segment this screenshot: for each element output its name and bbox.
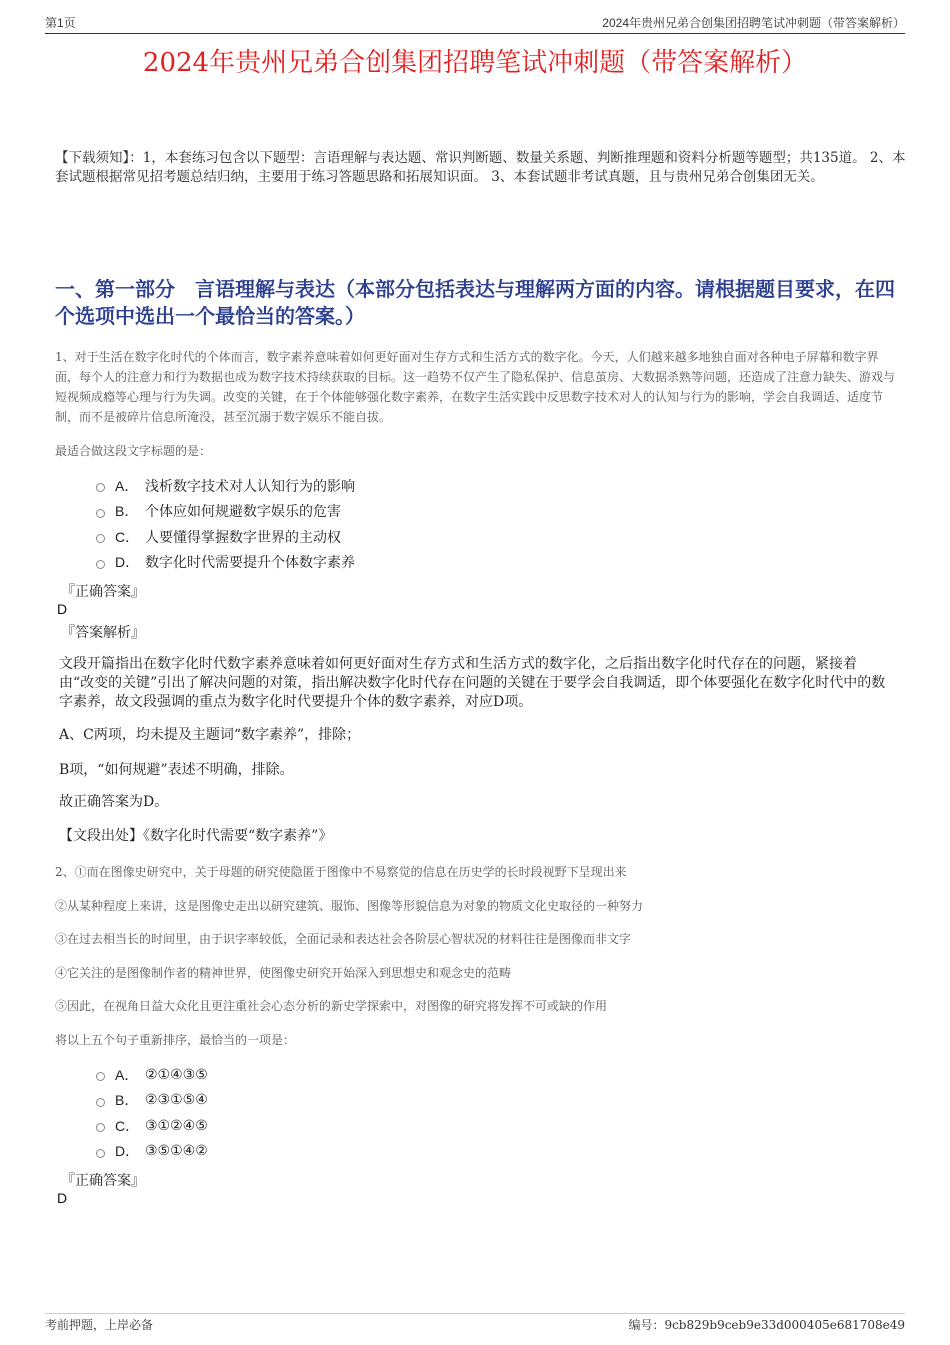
q1-prompt: 最适合做这段文字标题的是： (55, 444, 212, 458)
option-text: ③①②④⑤ (145, 1117, 208, 1134)
option-key: A． (115, 1066, 139, 1083)
option-key: D． (115, 1143, 140, 1160)
option-key: C． (115, 528, 140, 545)
q2-sentence-5: ⑤因此，在视角日益大众化且更注重社会心态分析的新史学探索中，对图像的研究将发挥不可或缺的作用 (55, 999, 608, 1013)
q1-option-d[interactable] (96, 550, 696, 576)
option-text: ②③①⑤④ (145, 1092, 208, 1109)
option-key: D． (115, 554, 140, 571)
q1-analysis-b: B项，“如何规避”表述不明确，排除。 (59, 762, 294, 778)
q1-analysis-conclusion: 故正确答案为D。 (59, 794, 169, 810)
q2-option-d[interactable] (96, 1139, 696, 1165)
radio-icon[interactable] (96, 1098, 105, 1107)
footer-slogan: 考前押题，上岸必备 (45, 1318, 154, 1332)
radio-icon[interactable] (96, 534, 105, 543)
q1-analysis-source: 【文段出处】《数字化时代需要“数字素养”》 (59, 828, 333, 844)
radio-icon[interactable] (96, 483, 105, 492)
q1-option-c[interactable] (96, 524, 696, 550)
radio-icon[interactable] (96, 1072, 105, 1081)
q2-answer: D (57, 1190, 68, 1206)
q1-option-b[interactable] (96, 499, 696, 525)
radio-icon[interactable] (96, 560, 105, 569)
q2-sentence-3: ③在过去相当长的时间里，由于识字率较低，全面记录和表达社会各阶层心智状况的材料往往是图像而非文字 (55, 932, 632, 946)
radio-icon[interactable] (96, 1123, 105, 1132)
q1-stem: 1、对于生活在数字化时代的个体而言，数字素养意味着如何更好面对生存方式和生活方式的数字化。今天，人们越来越多地独自面对各种电子屏幕和数字界面，每个人的注意力和行为数据也成为数字技术持续获取的目标。这一趋势不仅产生了隐私保护、信息茧房、大数据杀熟等问题，还造成了注意力缺失、游戏与短视频成瘾等心理与行为失调。改变的关键，在于个体能够强化数字素养，在数字生活实践中反思数字技术对人的认知与行为的影响，学会自我调适、适度节制，而不是被碎片信息所淹没，甚至沉溺于数字娱乐不能自拔。 (55, 350, 896, 424)
q2-option-a[interactable] (96, 1062, 696, 1088)
option-key: C． (115, 1117, 140, 1134)
option-key: B． (115, 1092, 139, 1109)
q2-prompt: 将以上五个句子重新排序，最恰当的一项是： (55, 1033, 296, 1047)
q1-analysis-main: 文段开篇指出在数字化时代数字素养意味着如何更好面对生存方式和生活方式的数字化，之后指出数字化时代存在的问题，紧接着由“改变的关键”引出了解决问题的对策，指出解决数字化时代存在问题的关键在于要学会自我调适，即个体要强化在数字化时代中的数字素养，故文段强调的重点为数字化时代要提升个体的数字素养，对应D项。 (59, 656, 886, 710)
section-heading: 一、第一部分 言语理解与表达（本部分包括表达与理解两方面的内容。请根据题目要求，在四个选项中选出一个最恰当的答案。） (55, 277, 895, 328)
q2-option-c[interactable] (96, 1113, 696, 1139)
option-key: A． (115, 477, 139, 494)
option-text: 人要懂得掌握数字世界的主动权 (145, 529, 341, 546)
radio-icon[interactable] (96, 1149, 105, 1158)
q2-option-b[interactable] (96, 1088, 696, 1114)
page-number: 第1页 (45, 16, 76, 30)
q2-sentence-2: ②从某种程度上来讲，这是图像史走出以研究建筑、服饰、图像等形貌信息为对象的物质文化史取径的一种努力 (55, 899, 644, 913)
footer-serial: 编号：9cb829b9ceb9e33d000405e681708e49 (628, 1318, 905, 1332)
header-doc-title: 2024年贵州兄弟合创集团招聘笔试冲刺题（带答案解析） (602, 16, 905, 30)
option-text: ③⑤①④② (145, 1143, 208, 1160)
option-key: B． (115, 503, 139, 520)
option-text: 浅析数字技术对人认知行为的影响 (145, 478, 355, 495)
option-text: 个体应如何规避数字娱乐的危害 (145, 504, 341, 521)
radio-icon[interactable] (96, 509, 105, 518)
q1-answer: D (57, 601, 68, 617)
q1-analysis-ac: A、C两项，均未提及主题词“数字素养”，排除； (59, 727, 361, 743)
q1-answer-label: 『正确答案』 (61, 584, 145, 600)
q2-options (96, 1062, 696, 1164)
option-text: ②①④③⑤ (145, 1066, 208, 1083)
q1-options (96, 473, 696, 575)
q2-sentence-4: ④它关注的是图像制作者的精神世界，使图像史研究开始深入到思想史和观念史的范畴 (55, 966, 512, 980)
q1-option-a[interactable] (96, 473, 696, 499)
page-footer (45, 1313, 905, 1332)
document-title: 2024年贵州兄弟合创集团招聘笔试冲刺题（带答案解析） (142, 48, 808, 78)
q2-answer-label: 『正确答案』 (61, 1173, 145, 1189)
option-text: 数字化时代需要提升个体数字素养 (145, 555, 355, 572)
download-notice: 【下载须知】：1，本套练习包含以下题型：言语理解与表达题、常识判断题、数量关系题、判断推理题和资料分析题等题型；共135道。 2、本套试题根据常见招考题总结归纳，主要用于练习答题思路和拓展知识面。 3、本套试题非考试真题，且与贵州兄弟合创集团无关。 (55, 150, 906, 185)
q2-sentence-1: 2、①而在图像史研究中，关于母题的研究使隐匿于图像中不易察觉的信息在历史学的长时段视野下呈现出来 (55, 865, 627, 879)
page-header (45, 8, 905, 34)
q1-analysis-label: 『答案解析』 (61, 625, 145, 641)
